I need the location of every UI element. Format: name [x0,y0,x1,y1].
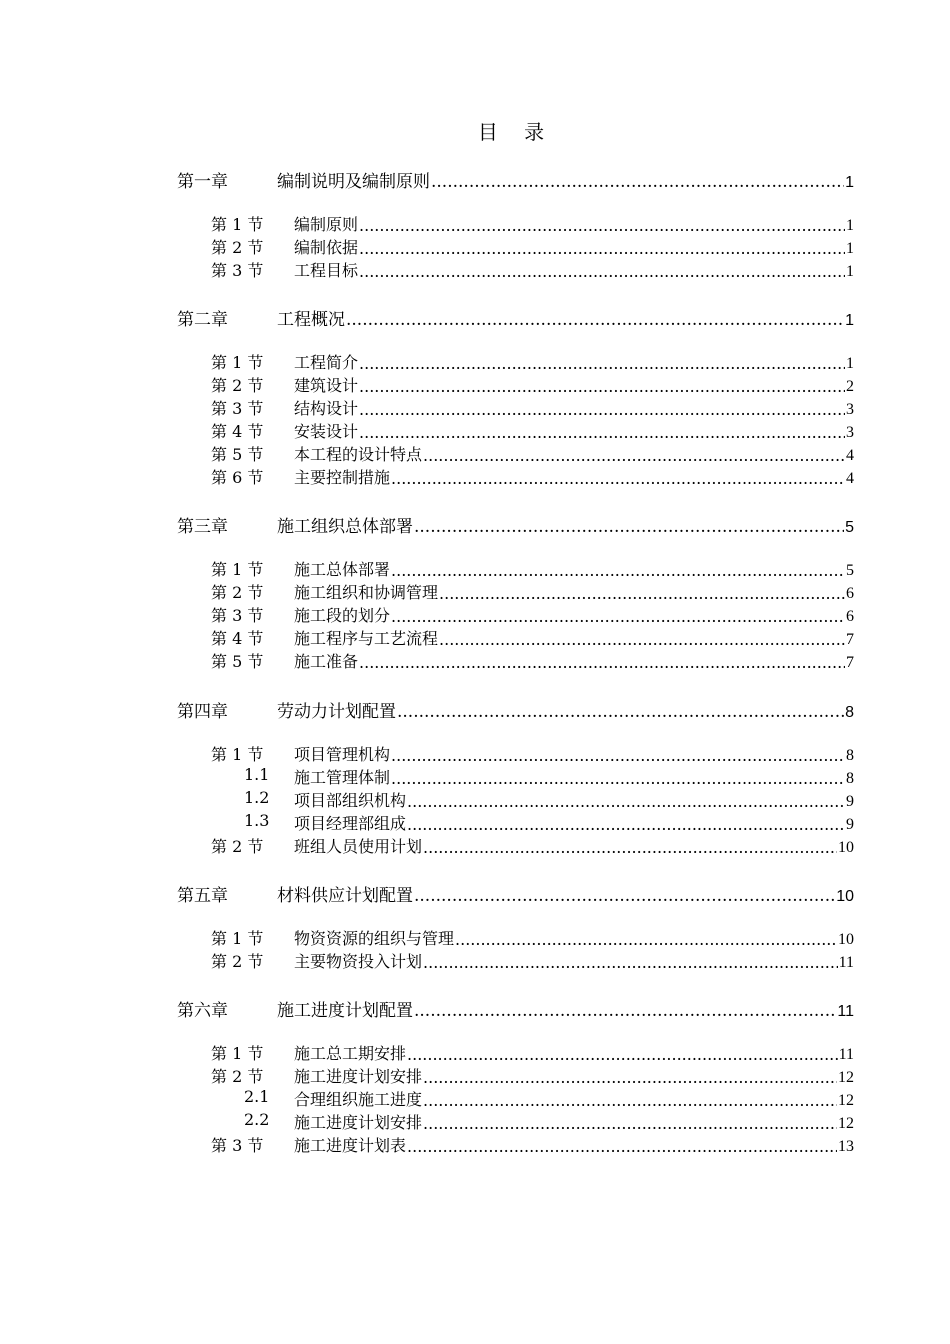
toc-entry-row [294,373,854,396]
toc-dot-leader [414,517,844,537]
toc-entry-number: 第三章 [177,517,228,537]
toc-entry-number: 第 3 节 [211,1136,264,1155]
toc-dot-leader [359,653,845,672]
toc-entry-page-number: 12 [838,1092,854,1109]
toc-entry-page-number: 8 [845,704,854,721]
toc-entry-number: 第二章 [177,310,228,330]
toc-entry-page-number: 11 [838,1046,854,1063]
toc-entry-number: 第 5 节 [211,652,264,671]
toc-entry-number: 第 1 节 [211,745,264,764]
toc-entry-number: 第五章 [177,886,228,906]
toc-entry-page-number: 9 [846,816,854,833]
toc-entry-row [294,742,854,765]
toc-entry-page-number: 7 [846,631,854,648]
toc-entry-title: 施工管理体制 [294,768,391,787]
toc-entry-number: 第一章 [177,172,228,192]
toc-entry-page-number: 1 [846,355,854,372]
toc-entry-row [294,212,854,235]
toc-entry-page-number: 3 [846,424,854,441]
toc-entry-row [294,811,854,834]
toc-entry-title: 劳动力计划配置 [277,702,396,722]
toc-dot-leader [423,1068,837,1087]
toc-entry-page-number: 12 [838,1069,854,1086]
toc-entry-page-number: 11 [837,1003,854,1020]
toc-dot-leader [423,446,845,465]
toc-entry-number: 第四章 [177,702,228,722]
toc-entry-row [294,557,854,580]
toc-entry-page-number: 4 [846,447,854,464]
toc-entry-title: 施工进度计划配置 [277,1001,413,1021]
toc-entry-title: 合理组织施工进度 [294,1090,423,1109]
toc-entry-page-number: 1 [845,174,854,191]
toc-entry-row [294,926,854,949]
toc-entry-number: 2.1 [244,1087,270,1106]
toc-entry-page-number: 1 [845,312,854,329]
toc-entry-title: 施工进度计划安排 [294,1113,423,1132]
toc-entry-number: 第 5 节 [211,445,264,464]
toc-entry-row [294,235,854,258]
toc-entry-page-number: 12 [838,1115,854,1132]
toc-entry-title: 施工组织和协调管理 [294,583,439,602]
toc-entry-title: 工程目标 [294,261,359,280]
toc-entry-row [294,834,854,857]
toc-entry-number: 2.2 [244,1110,270,1129]
toc-entry-number: 第 4 节 [211,629,264,648]
toc-entry-row [294,649,854,672]
toc-dot-leader [414,886,835,906]
toc-entry-row [277,996,854,1021]
toc-dot-leader [407,815,845,834]
toc-entry-row [294,1087,854,1110]
toc-entry-row [294,419,854,442]
toc-entry-title: 项目经理部组成 [294,814,407,833]
toc-entry-number: 第 1 节 [211,560,264,579]
toc-entry-page-number: 10 [838,931,854,948]
toc-entry-row [294,580,854,603]
toc-entry-row [294,626,854,649]
toc-entry-title: 施工总体部署 [294,560,391,579]
toc-entry-row [294,1064,854,1087]
toc-entry-title: 编制原则 [294,215,359,234]
toc-entry-number: 1.1 [244,765,270,784]
toc-entry-title: 主要物资投入计划 [294,952,423,971]
toc-dot-leader [407,1045,838,1064]
toc-entry-row [277,881,854,906]
toc-entry-page-number: 11 [838,954,854,971]
toc-entry-page-number: 8 [846,747,854,764]
toc-dot-leader [359,423,845,442]
toc-entry-number: 第 2 节 [211,1067,264,1086]
toc-entry-page-number: 2 [846,378,854,395]
toc-dot-leader [407,792,845,811]
toc-entry-number: 第 3 节 [211,399,264,418]
toc-entry-title: 物资资源的组织与管理 [294,929,455,948]
toc-dot-leader [423,953,838,972]
toc-dot-leader [359,239,845,258]
toc-entry-title: 施工总工期安排 [294,1044,407,1063]
toc-dot-leader [439,584,845,603]
toc-entry-title: 施工进度计划安排 [294,1067,423,1086]
toc-entry-page-number: 1 [846,263,854,280]
toc-entry-title: 项目管理机构 [294,745,391,764]
toc-entry-page-number: 4 [846,470,854,487]
toc-entry-number: 第 2 节 [211,376,264,395]
toc-entry-number: 第 2 节 [211,837,264,856]
toc-entry-row [294,1041,854,1064]
toc-dot-leader [346,310,844,330]
toc-entry-page-number: 6 [846,608,854,625]
toc-dot-leader [391,469,845,488]
toc-entry-number: 第 4 节 [211,422,264,441]
toc-entry-row [294,603,854,626]
toc-dot-leader [423,838,837,857]
toc-entry-page-number: 3 [846,401,854,418]
toc-entry-page-number: 7 [846,654,854,671]
toc-entry-number: 第 3 节 [211,606,264,625]
toc-entry-row [294,1110,854,1133]
toc-entry-title: 施工准备 [294,652,359,671]
toc-dot-leader [397,702,844,722]
toc-dot-leader [359,262,845,281]
toc-entry-page-number: 5 [845,519,854,536]
toc-entry-number: 第 2 节 [211,238,264,257]
toc-entry-page-number: 9 [846,793,854,810]
toc-entry-title: 施工段的划分 [294,606,391,625]
toc-entry-row [277,305,854,330]
toc-entry-row [294,350,854,373]
toc-entry-page-number: 5 [846,562,854,579]
toc-dot-leader [423,1091,837,1110]
toc-entry-row [294,396,854,419]
toc-entry-number: 第 2 节 [211,952,264,971]
toc-entry-row [294,765,854,788]
toc-entry-page-number: 10 [838,839,854,856]
toc-entry-number: 1.2 [244,788,270,807]
toc-dot-leader [391,561,845,580]
toc-entry-number: 第 3 节 [211,261,264,280]
toc-entry-page-number: 8 [846,770,854,787]
toc-entry-page-number: 1 [846,240,854,257]
toc-entry-row [294,949,854,972]
toc-entry-number: 第 2 节 [211,583,264,602]
toc-entry-number: 第 1 节 [211,215,264,234]
toc-dot-leader [414,1001,836,1021]
toc-dot-leader [359,400,845,419]
toc-entry-number: 第 1 节 [211,929,264,948]
toc-entry-number: 1.3 [244,811,270,830]
toc-entry-page-number: 6 [846,585,854,602]
toc-entry-page-number: 13 [838,1138,854,1155]
toc-dot-leader [391,746,845,765]
toc-entry-number: 第 1 节 [211,1044,264,1063]
toc-entry-page-number: 10 [836,888,854,905]
toc-dot-leader [455,930,837,949]
toc-entry-title: 工程简介 [294,353,359,372]
toc-entry-title: 项目部组织机构 [294,791,407,810]
toc-entry-title: 安装设计 [294,422,359,441]
toc-entry-title: 施工组织总体部署 [277,517,413,537]
toc-entry-number: 第 6 节 [211,468,264,487]
toc-title: 目 录 [477,120,555,144]
toc-entry-title: 主要控制措施 [294,468,391,487]
toc-entry-title: 材料供应计划配置 [277,886,413,906]
toc-entry-title: 本工程的设计特点 [294,445,423,464]
toc-dot-leader [359,354,845,373]
toc-dot-leader [407,1137,837,1156]
toc-entry-row [294,1133,854,1156]
toc-entry-title: 施工程序与工艺流程 [294,629,439,648]
toc-entry-row [294,465,854,488]
toc-entry-title: 班组人员使用计划 [294,837,423,856]
toc-entry-row [294,442,854,465]
toc-dot-leader [359,377,845,396]
toc-dot-leader [423,1114,837,1133]
toc-entry-row [277,697,854,722]
toc-entry-number: 第 1 节 [211,353,264,372]
toc-entry-row [294,258,854,281]
toc-dot-leader [391,607,845,626]
toc-dot-leader [431,172,844,192]
toc-dot-leader [391,769,845,788]
toc-entry-row [294,788,854,811]
toc-dot-leader [359,216,845,235]
toc-entry-title: 结构设计 [294,399,359,418]
toc-dot-leader [439,630,845,649]
toc-entry-title: 施工进度计划表 [294,1136,407,1155]
toc-entry-title: 编制依据 [294,238,359,257]
toc-entry-title: 建筑设计 [294,376,359,395]
toc-entry-number: 第六章 [177,1001,228,1021]
toc-entry-row [277,512,854,537]
toc-entry-title: 编制说明及编制原则 [277,172,430,192]
toc-entry-page-number: 1 [846,217,854,234]
toc-entry-row [277,167,854,192]
toc-entry-title: 工程概况 [277,310,345,330]
